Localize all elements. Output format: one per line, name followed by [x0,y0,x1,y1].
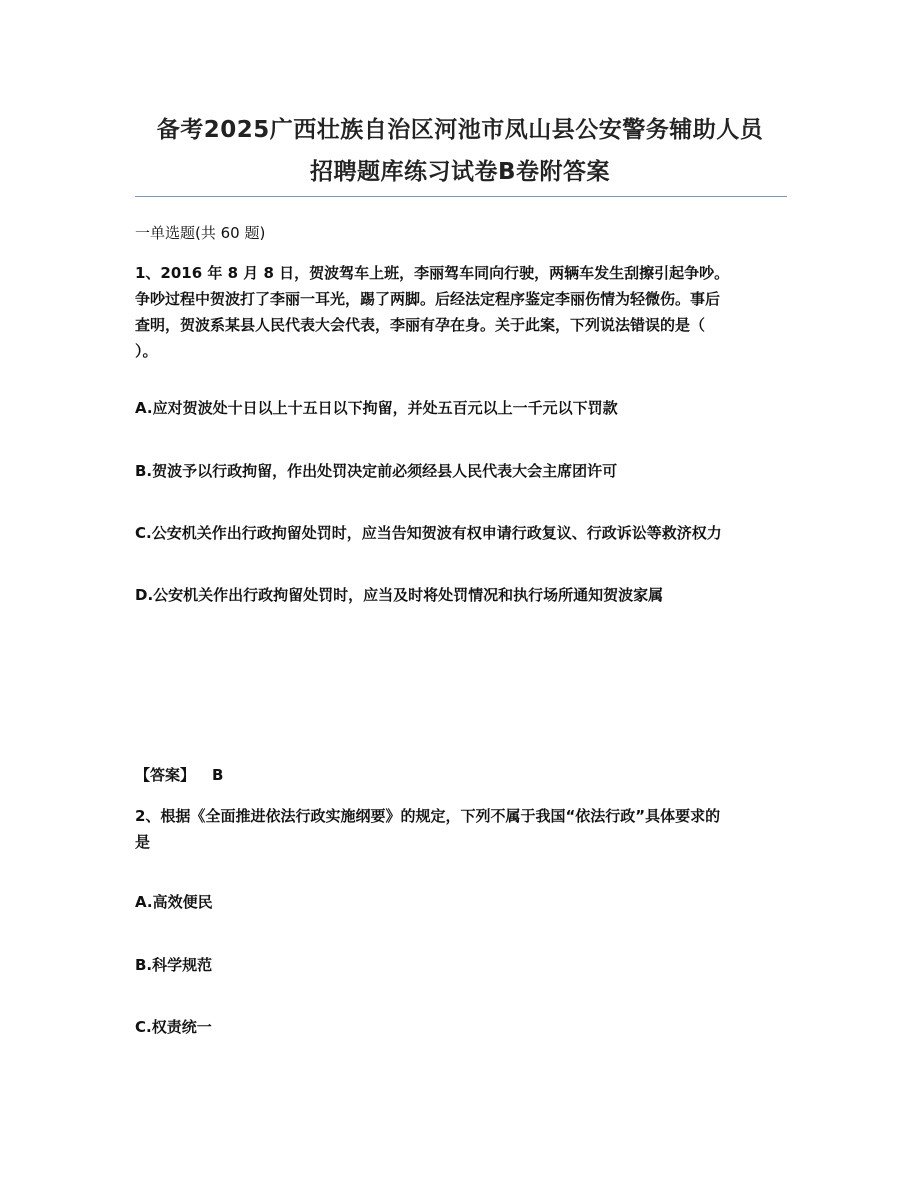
question-1-stem-line: 争吵过程中贺波打了李丽一耳光，踢了两脚。后经法定程序鉴定李丽伤情为轻微伤。事后 [135,290,721,308]
question-1-answer-label: 【答案】 [135,766,196,784]
question-1-answer-value: B [212,766,224,784]
title-divider [135,196,787,197]
question-2-option-a: A.高效便民 [135,893,213,911]
question-2-stem [135,803,787,855]
question-1-stem-line: ）。 [135,342,158,360]
section-heading: 一单选题(共 60 题) [135,224,266,242]
question-1-option-d: D.公安机关作出行政拘留处罚时，应当及时将处罚情况和执行场所通知贺波家属 [135,586,664,604]
document-title-line-1: 备考2025广西壮族自治区河池市凤山县公安警务辅助人员 [156,117,764,143]
question-1-option-a: A.应对贺波处十日以上十五日以下拘留，并处五百元以上一千元以下罚款 [135,399,618,417]
question-2-stem-line: 是 [135,833,151,851]
question-2-stem-line: 2、根据《全面推进依法行政实施纲要》的规定，下列不属于我国“依法行政”具体要求的 [135,807,721,825]
document-title-line-2: 招聘题库练习试卷B卷附答案 [309,159,611,185]
question-1-stem-line: 查明，贺波系某县人民代表大会代表，李丽有孕在身。关于此案，下列说法错误的是（ [135,316,706,334]
question-1-option-b: B.贺波予以行政拘留，作出处罚决定前必须经县人民代表大会主席团许可 [135,462,618,480]
question-2-option-c: C.权责统一 [135,1018,212,1036]
question-1-option-c: C.公安机关作出行政拘留处罚时，应当告知贺波有权申请行政复议、行政诉讼等救济权力 [135,524,722,542]
question-2-option-b: B.科学规范 [135,956,213,974]
question-1-stem-line: 1、2016 年 8 月 8 日，贺波驾车上班，李丽驾车同向行驶，两辆车发生刮擦引起争吵。 [135,264,730,282]
question-1-stem [135,260,787,364]
